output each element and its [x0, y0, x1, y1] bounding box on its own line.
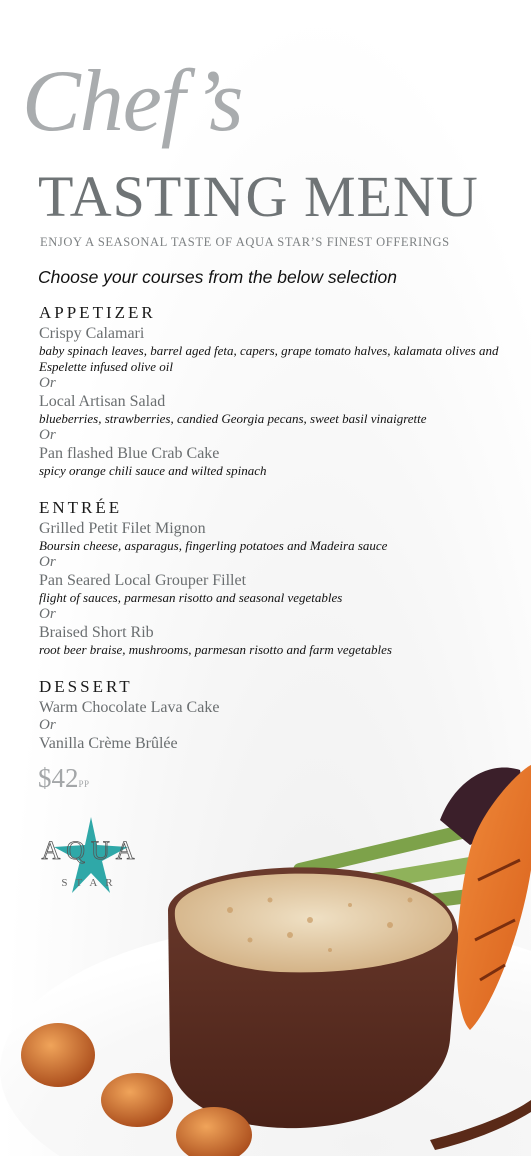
price: [38, 763, 90, 794]
logo-bottom-text: STAR: [61, 877, 121, 889]
section-title: DESSERT: [39, 677, 133, 696]
or-separator: Or: [39, 606, 56, 622]
dish-description: spicy orange chili sauce and wilted spinach: [39, 463, 267, 478]
price-unit: PP: [78, 779, 90, 789]
or-separator: Or: [39, 554, 56, 570]
page-subtitle: ENJOY A SEASONAL TASTE OF AQUA STAR’S FINEST OFFERINGS: [40, 235, 450, 249]
dish-description: root beer braise, mushrooms, parmesan risotto and farm vegetables: [39, 642, 392, 657]
or-separator: Or: [39, 717, 56, 733]
dish-name: Braised Short Rib: [39, 624, 154, 641]
course-instruction: Choose your courses from the below selection: [38, 267, 397, 287]
entree-section: [39, 497, 519, 658]
dish-description: baby spinach leaves, barrel aged feta, capers, grape tomato halves, kalamata olives and Espelette infused olive oil: [39, 343, 499, 374]
section-title: ENTRÉE: [39, 498, 123, 517]
section-title: APPETIZER: [39, 303, 156, 322]
aqua-star-logo: [36, 815, 146, 895]
dish-name: Pan flashed Blue Crab Cake: [39, 445, 220, 462]
steak-plate-image: [0, 740, 531, 1156]
or-separator: Or: [39, 427, 56, 443]
dish-name: Pan Seared Local Grouper Fillet: [39, 572, 247, 589]
dish-name: Vanilla Crème Brûlée: [39, 735, 178, 752]
dish-description: Boursin cheese, asparagus, fingerling potatoes and Madeira sauce: [39, 538, 388, 553]
dish-description: blueberries, strawberries, candied Georgia pecans, sweet basil vinaigrette: [39, 411, 427, 426]
dish-name: Local Artisan Salad: [39, 393, 166, 410]
dish-name: Warm Chocolate Lava Cake: [39, 699, 220, 716]
appetizer-section: [39, 302, 519, 479]
logo-top-text: AQUA: [41, 836, 141, 865]
dish-name: Crispy Calamari: [39, 325, 145, 342]
page-title: TASTING MENU: [38, 164, 479, 229]
dish-description: flight of sauces, parmesan risotto and seasonal vegetables: [39, 590, 343, 605]
price-amount: $42: [38, 763, 79, 793]
dessert-section: [39, 676, 519, 753]
dish-name: Grilled Petit Filet Mignon: [39, 520, 206, 537]
chefs-script-title: Chef’s: [22, 53, 243, 150]
or-separator: Or: [39, 375, 56, 391]
